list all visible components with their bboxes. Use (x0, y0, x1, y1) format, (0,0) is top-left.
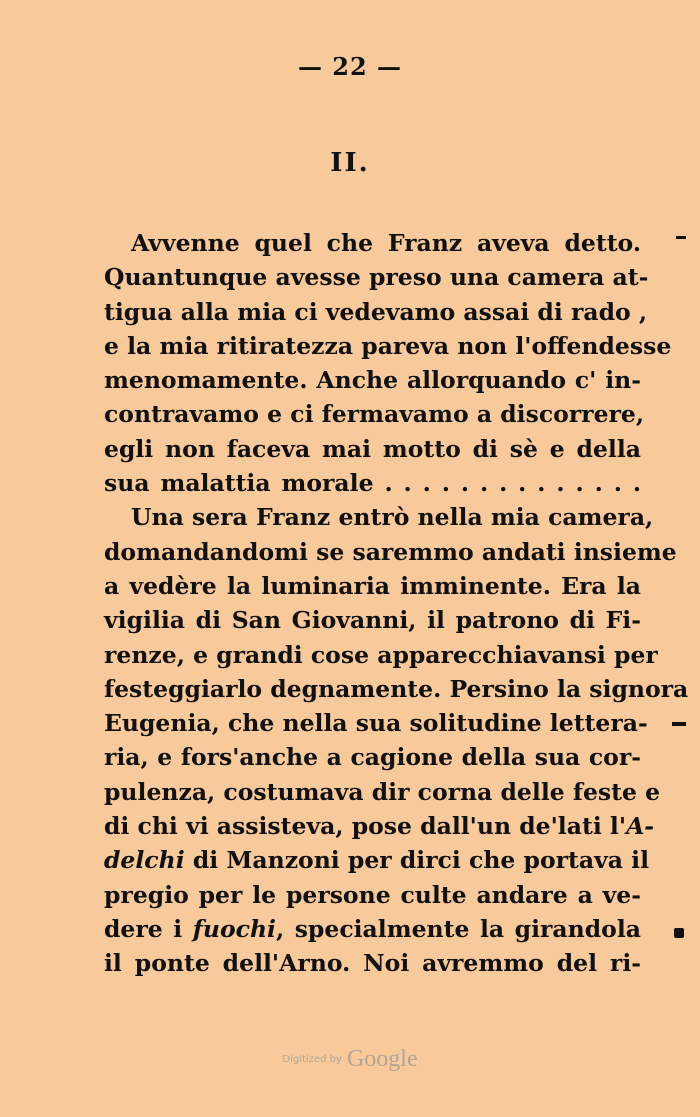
text-line: sua malattia morale . . . . . . . . . . . . . . (104, 469, 641, 498)
text-line-with-italic (104, 912, 641, 946)
text-line: Quantunque avesse preso una camera at- (104, 263, 649, 292)
italic-title: delchi (104, 846, 185, 875)
text-line-with-italic (104, 843, 650, 877)
margin-mark (674, 928, 684, 938)
page-number: — 22 — (297, 52, 403, 81)
text-line: tigua alla mia ci vedevamo assai di rado , (104, 297, 648, 326)
text-line: e la mia ritiratezza pareva non l'offendesse (104, 331, 672, 360)
italic-title: A- (626, 812, 655, 841)
margin-mark (676, 236, 686, 239)
text-line: contravamo e ci fermavamo a discorrere, (104, 400, 645, 429)
digitization-watermark (0, 1046, 700, 1073)
text-line: a vedère la luminaria imminente. Era la (104, 571, 641, 600)
italic-word: fuochi (192, 914, 276, 943)
text-line: ria, e fors'anche a cagione della sua cor- (104, 743, 641, 772)
margin-mark (672, 722, 686, 726)
text-segment: di chi vi assisteva, pose dall'un de'lati l' (104, 812, 627, 841)
google-logo: Google (346, 1046, 418, 1072)
text-segment: , specialmente la girandola (275, 914, 641, 943)
text-line: domandandomi se saremmo andati insieme (104, 537, 677, 566)
text-segment: di Manzoni per dirci che portava il (184, 846, 650, 875)
text-line: il ponte dell'Arno. Noi avremmo del ri- (104, 949, 641, 978)
digitized-label: Digitized by (282, 1054, 342, 1065)
text-line: Eugenia, che nella sua solitudine lettera- (104, 709, 648, 738)
text-line-with-italic (104, 809, 655, 843)
text-line: festeggiarlo degnamente. Persino la signora (104, 674, 689, 703)
chapter-title: II. (330, 148, 370, 178)
text-line: egli non faceva mai motto di sè e della (104, 434, 641, 463)
text-line: menomamente. Anche allorquando c' in- (104, 366, 641, 395)
text-line: Una sera Franz entrò nella mia camera, (131, 503, 654, 532)
text-segment: dere i (104, 914, 183, 943)
text-line: Avvenne quel che Franz aveva detto. (131, 229, 641, 257)
body-text (104, 226, 689, 981)
text-line: vigilia di San Giovanni, il patrono di Fi- (104, 606, 641, 635)
text-line: renze, e grandi cose apparecchiavansi per (104, 640, 658, 669)
text-line: pregio per le persone culte andare a ve- (104, 880, 641, 909)
text-line: pulenza, costumava dir corna delle feste e (104, 777, 661, 806)
